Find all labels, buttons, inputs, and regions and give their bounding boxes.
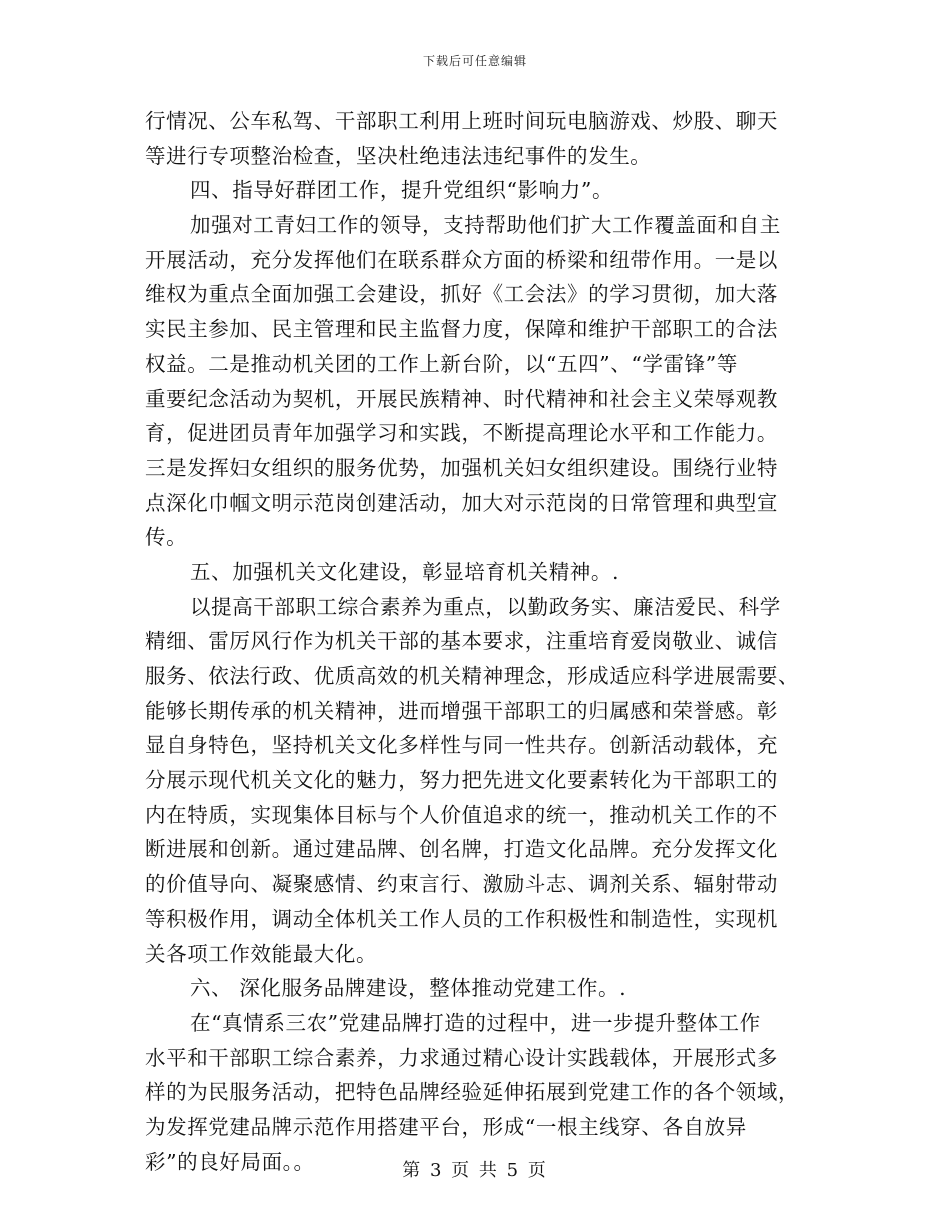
text-line: 开展活动，充分发挥他们在联系群众方面的桥梁和纽带作用。一是以 [145,247,778,272]
text-line: 内在特质，实现集体目标与个人价值追求的统一，推动机关工作的不 [145,802,778,827]
text-line: 服务、依法行政、优质高效的机关精神理念，形成适应科学进展需要、 [145,664,800,688]
document-body [145,104,805,1179]
text-line: 六、 深化服务品牌建设，整体推动党建工作。. [190,976,627,1001]
text-line: 权益。二是推动机关团的工作上新台阶，以“五四”、“学雷锋”等 [145,351,738,376]
text-line: 加强对工青妇工作的领导，支持帮助他们扩大工作覆盖面和自主 [190,213,781,238]
text-line: 等积极作用，调动全体机关工作人员的工作积极性和制造性，实现机 [145,906,778,931]
text-line: 水平和干部职工综合素养，力求通过精心设计实践载体，开展形式多 [145,1045,778,1070]
text-line: 维权为重点全面加强工会建设，抓好《工会法》的学习贯彻，加大落 [145,282,778,307]
text-line: 在“真情系三农”党建品牌打造的过程中，进一步提升整体工作 [190,1010,761,1035]
text-line: 为发挥党建品牌示范作用搭建平台，形成“一根主线穿、各自放异 [145,1114,747,1139]
text-line: 重要纪念活动为契机，开展民族精神、时代精神和社会主义荣辱观教 [145,386,778,411]
text-line: 样的为民服务活动，把特色品牌经验延伸拓展到党建工作的各个领域， [145,1080,800,1105]
text-line: 三是发挥妇女组织的服务优势，加强机关妇女组织建设。围绕行业特 [145,455,778,480]
text-line: 断进展和创新。通过建品牌、创名牌，打造文化品牌。充分发挥文化 [145,837,778,862]
page-footer: 第 3 页 共 5 页 [402,1160,548,1181]
text-line: 传。 [145,525,188,550]
text-line: 实民主参加、民主管理和民主监督力度，保障和维护干部职工的合法 [145,317,778,342]
text-line: 五、加强机关文化建设，彰显培育机关精神。. [190,559,620,584]
text-line: 彩”的良好局面。。 [145,1149,315,1174]
text-line: 能够长期传承的机关精神，进而增强干部职工的归属感和荣誉感。彰 [145,698,778,723]
page-header: 下载后可任意编辑 [422,54,527,68]
text-line: 关各项工作效能最大化。 [145,941,378,966]
text-line: 的价值导向、凝聚感情、约束言行、激励斗志、调剂关系、辐射带动 [145,872,778,897]
text-line: 点深化巾帼文明示范岗创建活动，加大对示范岗的日常管理和典型宣 [145,490,778,515]
text-line: 等进行专项整治检查，坚决杜绝违法违纪事件的发生。 [145,143,652,168]
text-line: 显自身特色，坚持机关文化多样性与同一性共存。创新活动载体，充 [145,733,778,758]
text-line: 育，促进团员青年加强学习和实践，不断提高理论水平和工作能力。 [145,421,778,446]
text-line: 以提高干部职工综合素养为重点，以勤政务实、廉洁爱民、科学 [190,594,781,619]
text-line: 分展示现代机关文化的魅力，努力把先进文化要素转化为干部职工的 [145,768,778,793]
text-line: 四、指导好群团工作，提升党组织“影响力”。 [190,178,614,203]
text-line: 精细、雷厉风行作为机关干部的基本要求，注重培育爱岗敬业、诚信 [145,629,778,654]
text-line: 行情况、公车私驾、干部职工利用上班时间玩电脑游戏、炒股、聊天 [145,109,778,133]
